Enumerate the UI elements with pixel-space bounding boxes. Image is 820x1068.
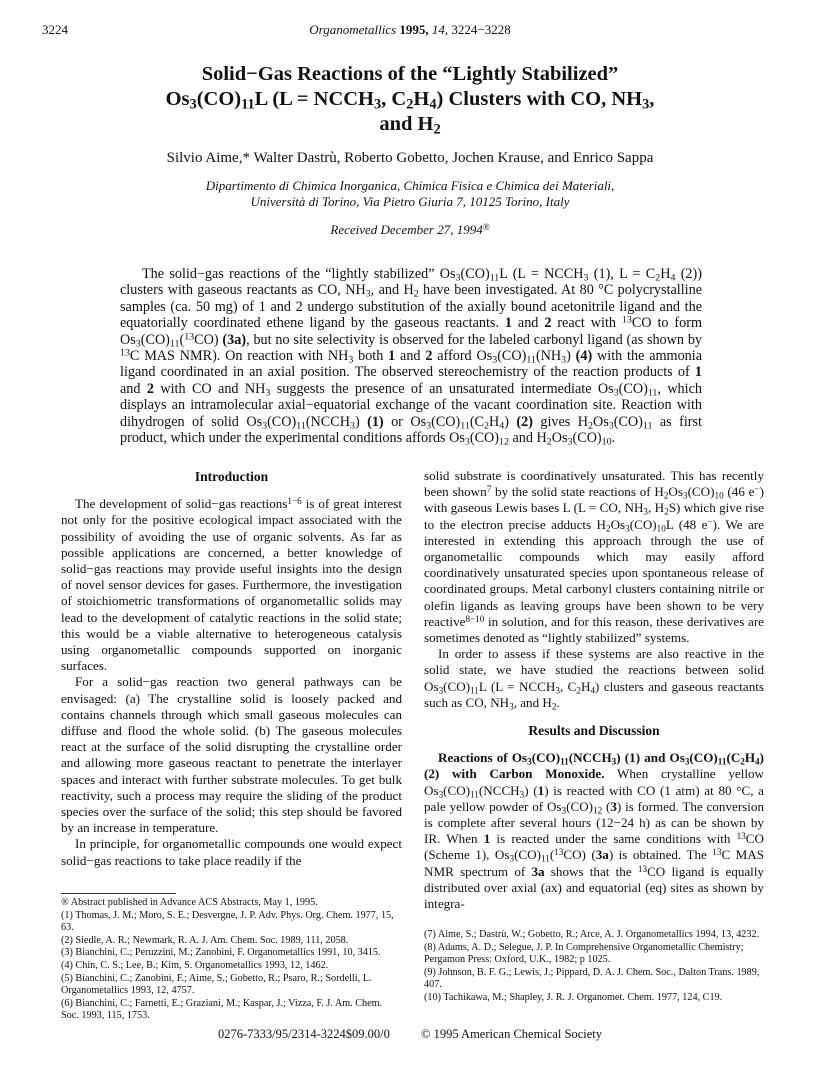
intro-paragraph-5: In order to assess if these systems are also reactive in the solid state, we have studied the reactions between solid $Os_3(CO)_{11}L$ ($L = NCCH_3$, $C_2H_4$) clusters and gaseous reactants such as CO, $NH_3$, and $H_2$.	[424, 646, 765, 712]
affiliation-line-1: Dipartimento di Chimica Inorganica, Chimica Fisica e Chimica dei Materiali,	[205, 178, 615, 193]
article-title	[120, 62, 700, 137]
copyright-notice: © 1995 American Chemical Society	[421, 1027, 602, 1041]
right-column	[424, 468, 764, 912]
running-head	[42, 22, 778, 38]
footnote-rule	[61, 893, 176, 894]
author-list: Silvio Aime,* Walter Dastrù, Roberto Gobetto, Jochen Krause, and Enrico Sappa	[166, 150, 654, 166]
page-number: 3224	[42, 22, 68, 37]
footnote-left-4: (4) Chin, C. S.; Lee, B.; Kim, S. Organometallics 1993, 12, 1462.	[61, 959, 329, 971]
title-line-3: and $H_2$	[379, 113, 441, 138]
abstract-mark: ®	[482, 221, 490, 232]
title-line-2: $Os_3(CO)_{11}L$ ($L = NCCH_3$, $C_2H_4$) Clusters with CO, $NH_3$,	[165, 88, 655, 113]
footnote-left-3: (3) Bianchini, C.; Peruzzini, M.; Zanobini, F. Organometallics 1991, 10, 3415.	[61, 947, 381, 959]
intro-paragraph-2: For a solid−gas reaction two general pathways can be envisaged: (a) The crystalline solid is loosely packed and contains channels through which small gaseous molecules can diffuse and flood the whole solid. (b) The gaseous molecules react at the surface of the solid disrupting the crystalline order and allowing more gaseous reactant to penetrate the interlayer spaces and interact with further substrate molecules. To get bulk reactivity, such a process may require the sliding of the product species over the surface of the solid; this step should be favored by an increase in temperature.	[61, 674, 402, 836]
affiliation-line-2: Università di Torino, Via Pietro Giuria 7, 10125 Torino, Italy	[250, 194, 570, 209]
results-heading: Results and Discussion	[528, 723, 660, 739]
footnote-right-2: (9) Johnson, B. F. G.; Lewis, J.; Pippard, D. A. J. Chem. Soc., Dalton Trans. 1989, 407.	[424, 966, 760, 991]
intro-paragraph-4: solid substrate is coordinatively unsaturated. This has recently been shown$^7$ by the solid state reactions of $H_2Os_3(CO)_{10}$ (46 e−) with gaseous Lewis bases L (L = CO, $NH_3$, $H_2S$) which give rise to the electron precise adducts $H_2Os_3(CO)_{10}L$ (48 e−). We are interested in extending this approach through the use of organometallic compounds which may easily afford coordinatively unsaturated species upon spontaneous release of coordinated groups. Metal carbonyl clusters containing nitrile or olefin ligands as leaving groups have been shown to be very reactive$^{8-10}$ in solution, and for this reason, these derivatives are sometimes denoted as “lightly stabilized” systems.	[424, 468, 764, 646]
received-date: Received December 27, 1994®	[330, 221, 490, 237]
footnote-right-1: (8) Adams, A. D.; Selegue, J. P. In Comprehensive Organometallic Chemistry; Pergamon Press: Oxford, U.K., 1982; p 1025.	[424, 941, 744, 966]
abstract: The solid−gas reactions of the “lightly stabilized” $Os_3(CO)_{11}L$ ($L = NCCH_3$ (1), $L = C_2H_4$ (2)) clusters with gaseous reactants as CO, $NH_3$, and $H_2$ have been investigated. At 80 °C polycrystalline samples (ca. 50 mg) of 1 and 2 undergo substitution of the axially bound acetonitrile ligand and the equatorially coordinated ethene ligand by the gaseous reactants. 1 and 2 react with $^{13}$CO to form $Os_3(CO)_{11}(^{13}CO)$ (3a), but no site selectivity is observed for the labeled carbonyl ligand (as shown by $^{13}$C MAS NMR). On reaction with $NH_3$ both 1 and 2 afford $Os_3(CO)_{11}(NH_3)$ (4) with the ammonia ligand coordinated in an axial position. The observed stereochemistry of the reaction products of 1 and 2 with CO and $NH_3$ suggests the presence of an unsaturated intermediate $Os_3(CO)_{11}$, which displays an intramolecular axial−equatorial exchange of the vacant coordination site. Reaction with dihydrogen of solid $Os_3(CO)_{11}(NCCH_3)$ (1) or $Os_3(CO)_{11}(C_2H_4)$ (2) gives $H_2Os_3(CO)_{11}$ as first product, which under the experimental conditions affords $Os_3(CO)_{12}$ and $H_2Os_3(CO)_{10}$.	[120, 266, 703, 448]
intro-paragraph-3: In principle, for organometallic compounds one would expect solid−gas reactions to take place readily if the	[61, 836, 402, 868]
results-paragraph-text: When crystalline yellow $Os_3(CO)_{11}(NCCH_3)$ (1) is reacted with CO (1 atm) at 80 °C, a pale yellow powder of $Os_3(CO)_{12}$ (3) is formed. The conversion is complete after several hours (12−24 h) as can be shown by IR. When 1 is reacted under the same conditions with $^{13}$CO (Scheme 1), $Os_3(CO)_{11}(^{13}CO)$ (3a) is obtained. The $^{13}$C MAS NMR spectrum of 3a shows that the $^{13}$CO ligand is equally distributed over axial (ax) and equatorial (eq) sites as shown by integra-	[424, 766, 765, 912]
footnote-right-3: (10) Tachikawa, M.; Shapley, J. R. J. Organomet. Chem. 1977, 124, C19.	[424, 991, 723, 1003]
affiliation	[80, 178, 740, 210]
footnote-left-1: (1) Thomas, J. M.; Moro, S. E.; Desvergne, J. P. Adv. Phys. Org. Chem. 1977, 15, 63.	[61, 909, 394, 934]
journal-year: 1995,	[399, 22, 429, 37]
footnotes-left	[61, 893, 402, 1023]
left-column	[61, 468, 402, 869]
footnotes-right	[424, 929, 764, 1005]
article-code: 0276-7333/95/2314-3224$09.00/0	[218, 1027, 390, 1041]
journal-volume: 14,	[431, 22, 449, 37]
footnote-left-6: (6) Bianchini, C.; Farnetti, E.; Graziani, M.; Kaspar, J.; Vizza, F. J. Am. Chem. Soc. 1993, 115, 1753.	[61, 997, 383, 1022]
journal-citation	[42, 22, 778, 38]
intro-heading: Introduction	[194, 469, 269, 484]
footnote-right-0: (7) Aime, S.; Dastrù, W.; Gobetto, R.; Arce, A. J. Organometallics 1994, 13, 4232.	[424, 929, 760, 940]
page-footer	[0, 1027, 820, 1042]
footnote-left-0: ® Abstract published in Advance ACS Abstracts, May 1, 1995.	[61, 897, 318, 908]
journal-name: Organometallics	[309, 22, 397, 37]
results-runin-heading: Reactions of $Os_3(CO)_{11}(NCCH_3)$ (1) and $Os_3(CO)_{11}(C_2H_4)$ (2) with Carbon Monoxide.	[424, 750, 764, 782]
intro-paragraph-1: The development of solid−gas reactions$^{1-6}$ is of great interest not only for the positive ecological impact associated with the possibility of avoiding the use of organic solvents. As far as possible applications are concerned, a better knowledge of solid−gas reactions may provide useful insights into the design of novel sensor devices for gases. Furthermore, the investigation of stoichiometric transformations of organometallic solids may lead to the development of catalytic reactions in the solid state; this would be a viable alternative to heterogeneous catalysis using organometallic compounds supported on inorganic surfaces.	[61, 496, 402, 674]
footnote-left-5: (5) Bianchini, C.; Zanobini, F.; Aime, S.; Gobetto, R.; Psaro, R.; Sordelli, L. Organometallics 1993, 12, 4757.	[61, 972, 372, 997]
journal-pages: 3224−3228	[451, 22, 511, 37]
footnote-left-2: (2) Siedle, A. R.; Newmark, R. A. J. Am. Chem. Soc. 1989, 111, 2058.	[61, 934, 349, 946]
results-paragraph-1	[424, 750, 764, 912]
title-line-1: Solid−Gas Reactions of the “Lightly Stabilized”	[201, 63, 619, 85]
